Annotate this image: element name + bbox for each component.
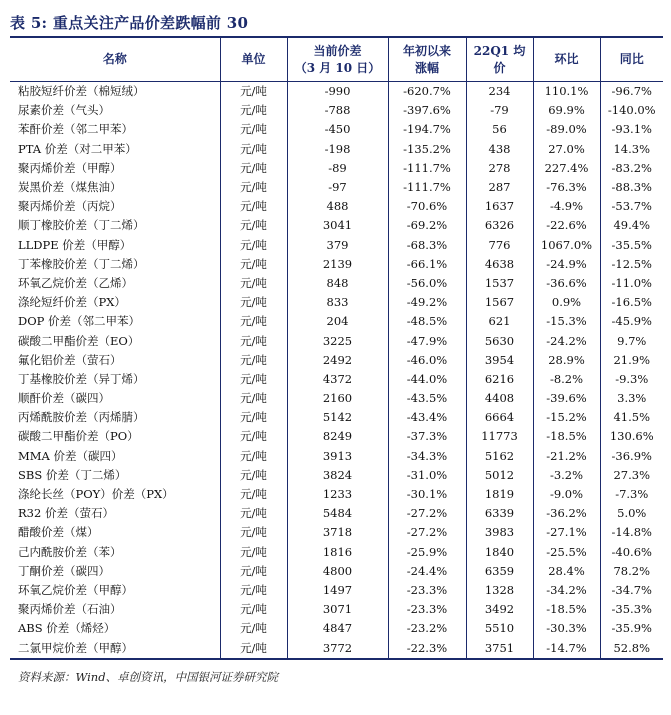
cell-mom: -36.2% bbox=[533, 504, 600, 523]
cell-name: 碳酸二甲酯价差（EO） bbox=[10, 331, 220, 350]
cell-current-spread: 5484 bbox=[287, 504, 388, 523]
cell-ytd-change: -135.2% bbox=[388, 140, 466, 159]
cell-current-spread: -89 bbox=[287, 159, 388, 178]
cell-yoy: -83.2% bbox=[611, 160, 652, 175]
cell-ytd-change: -23.3% bbox=[388, 600, 466, 619]
cell-yoy: 41.5% bbox=[613, 410, 651, 425]
cell-mom: -14.7% bbox=[533, 638, 600, 658]
cell-name: 环氧乙烷价差（乙烯） bbox=[10, 274, 220, 293]
cell-q1-average: 287 bbox=[466, 178, 533, 197]
table-row bbox=[10, 619, 663, 638]
cell-q1-average: 1819 bbox=[466, 485, 533, 504]
cell-unit: 元/吨 bbox=[220, 638, 287, 658]
table-row bbox=[10, 562, 663, 581]
cell-ytd-change: -43.4% bbox=[388, 408, 466, 427]
cell-q1-average: 3983 bbox=[466, 523, 533, 542]
cell-unit: 元/吨 bbox=[220, 600, 287, 619]
cell-ytd-change: -30.1% bbox=[388, 485, 466, 504]
cell-ytd-change: -24.4% bbox=[388, 562, 466, 581]
cell-q1-average: 234 bbox=[466, 82, 533, 102]
cell-name: R32 价差（萤石） bbox=[10, 504, 220, 523]
table-row bbox=[10, 140, 663, 159]
cell-yoy: 21.9% bbox=[613, 352, 651, 367]
table-row bbox=[10, 600, 663, 619]
cell-current-spread: 833 bbox=[287, 293, 388, 312]
cell-name: 丙烯酰胺价差（丙烯腈） bbox=[10, 408, 220, 427]
header-current-spread bbox=[287, 38, 388, 82]
cell-current-spread: 1233 bbox=[287, 485, 388, 504]
cell-unit: 元/吨 bbox=[220, 543, 287, 562]
cell-name: SBS 价差（丁二烯） bbox=[10, 466, 220, 485]
cell-name: ABS 价差（烯烃） bbox=[10, 619, 220, 638]
cell-mom: -8.2% bbox=[533, 370, 600, 389]
cell-ytd-change: -27.2% bbox=[388, 523, 466, 542]
cell-current-spread: -97 bbox=[287, 178, 388, 197]
cell-mom: 110.1% bbox=[533, 82, 600, 102]
cell-q1-average: 776 bbox=[466, 236, 533, 255]
cell-ytd-change: -44.0% bbox=[388, 370, 466, 389]
cell-ytd-change: -23.3% bbox=[388, 581, 466, 600]
cell-current-spread: 4847 bbox=[287, 619, 388, 638]
cell-current-spread: -990 bbox=[287, 82, 388, 102]
cell-name: 聚丙烯价差（丙烷） bbox=[10, 197, 220, 216]
cell-yoy: -35.5% bbox=[611, 237, 652, 252]
cell-current-spread: 848 bbox=[287, 274, 388, 293]
cell-q1-average: 1840 bbox=[466, 543, 533, 562]
cell-ytd-change: -43.5% bbox=[388, 389, 466, 408]
cell-ytd-change: -620.7% bbox=[388, 82, 466, 102]
cell-unit: 元/吨 bbox=[220, 351, 287, 370]
cell-ytd-change: -31.0% bbox=[388, 466, 466, 485]
table-row bbox=[10, 523, 663, 542]
cell-name: 聚丙烯价差（甲醇） bbox=[10, 159, 220, 178]
cell-current-spread: 3824 bbox=[287, 466, 388, 485]
cell-yoy: -35.3% bbox=[611, 602, 652, 617]
cell-mom: -3.2% bbox=[533, 466, 600, 485]
cell-current-spread: -198 bbox=[287, 140, 388, 159]
cell-name: DOP 价差（邻二甲苯） bbox=[10, 312, 220, 331]
cell-q1-average: 5510 bbox=[466, 619, 533, 638]
cell-q1-average: 56 bbox=[466, 120, 533, 139]
cell-name: 丁苯橡胶价差（丁二烯） bbox=[10, 255, 220, 274]
cell-yoy: -36.9% bbox=[611, 448, 652, 463]
cell-q1-average: 278 bbox=[466, 159, 533, 178]
cell-q1-average: 6664 bbox=[466, 408, 533, 427]
cell-ytd-change: -70.6% bbox=[388, 197, 466, 216]
cell-current-spread: -450 bbox=[287, 120, 388, 139]
cell-unit: 元/吨 bbox=[220, 274, 287, 293]
cell-unit: 元/吨 bbox=[220, 197, 287, 216]
cell-mom: 27.0% bbox=[533, 140, 600, 159]
cell-q1-average: 5630 bbox=[466, 331, 533, 350]
table-title: 表 5: 重点关注产品价差跌幅前 30 bbox=[10, 14, 249, 32]
cell-unit: 元/吨 bbox=[220, 427, 287, 446]
cell-unit: 元/吨 bbox=[220, 293, 287, 312]
cell-yoy: -12.5% bbox=[611, 256, 652, 271]
cell-name: 尿素价差（气头） bbox=[10, 101, 220, 120]
cell-ytd-change: -46.0% bbox=[388, 351, 466, 370]
cell-unit: 元/吨 bbox=[220, 619, 287, 638]
cell-yoy: -14.8% bbox=[611, 525, 652, 540]
table-row bbox=[10, 331, 663, 350]
cell-yoy: -7.3% bbox=[615, 487, 649, 502]
cell-unit: 元/吨 bbox=[220, 331, 287, 350]
table-row bbox=[10, 82, 663, 102]
table-row bbox=[10, 178, 663, 197]
cell-name: 顺丁橡胶价差（丁二烯） bbox=[10, 216, 220, 235]
cell-ytd-change: -397.6% bbox=[388, 101, 466, 120]
cell-current-spread: 204 bbox=[287, 312, 388, 331]
cell-ytd-change: -194.7% bbox=[388, 120, 466, 139]
cell-current-spread: 2139 bbox=[287, 255, 388, 274]
cell-current-spread: 4800 bbox=[287, 562, 388, 581]
cell-q1-average: 4638 bbox=[466, 255, 533, 274]
cell-q1-average: 1637 bbox=[466, 197, 533, 216]
cell-mom: -36.6% bbox=[533, 274, 600, 293]
cell-yoy: -88.3% bbox=[611, 180, 652, 195]
table-row bbox=[10, 120, 663, 139]
cell-mom: 69.9% bbox=[533, 101, 600, 120]
header-ytd-line2: 涨幅 bbox=[414, 60, 439, 75]
cell-name: 顺酐价差（碳四） bbox=[10, 389, 220, 408]
cell-yoy: 14.3% bbox=[613, 141, 651, 156]
cell-unit: 元/吨 bbox=[220, 389, 287, 408]
cell-name: LLDPE 价差（甲醇） bbox=[10, 236, 220, 255]
cell-unit: 元/吨 bbox=[220, 178, 287, 197]
cell-yoy: 130.6% bbox=[609, 429, 654, 444]
cell-q1-average: 5162 bbox=[466, 447, 533, 466]
cell-current-spread: -788 bbox=[287, 101, 388, 120]
header-ytd-change bbox=[388, 38, 466, 82]
cell-mom: -15.2% bbox=[533, 408, 600, 427]
table-row bbox=[10, 370, 663, 389]
cell-unit: 元/吨 bbox=[220, 236, 287, 255]
header-unit: 单位 bbox=[220, 38, 287, 82]
cell-q1-average: 4408 bbox=[466, 389, 533, 408]
cell-name: 醋酸价差（煤） bbox=[10, 523, 220, 542]
cell-unit: 元/吨 bbox=[220, 216, 287, 235]
cell-q1-average: 5012 bbox=[466, 466, 533, 485]
cell-yoy: -45.9% bbox=[611, 314, 652, 329]
cell-ytd-change: -68.3% bbox=[388, 236, 466, 255]
table-row bbox=[10, 543, 663, 562]
cell-current-spread: 1497 bbox=[287, 581, 388, 600]
cell-ytd-change: -47.9% bbox=[388, 331, 466, 350]
cell-yoy: 5.0% bbox=[617, 506, 647, 521]
cell-current-spread: 3071 bbox=[287, 600, 388, 619]
cell-ytd-change: -25.9% bbox=[388, 543, 466, 562]
cell-q1-average: 6326 bbox=[466, 216, 533, 235]
cell-unit: 元/吨 bbox=[220, 370, 287, 389]
cell-q1-average: 1328 bbox=[466, 581, 533, 600]
cell-name: 二氯甲烷价差（甲醇） bbox=[10, 638, 220, 658]
cell-ytd-change: -48.5% bbox=[388, 312, 466, 331]
cell-unit: 元/吨 bbox=[220, 101, 287, 120]
cell-current-spread: 3772 bbox=[287, 638, 388, 658]
table-row bbox=[10, 638, 663, 658]
cell-yoy: -9.3% bbox=[615, 371, 649, 386]
cell-mom: -21.2% bbox=[533, 447, 600, 466]
cell-ytd-change: -27.2% bbox=[388, 504, 466, 523]
cell-unit: 元/吨 bbox=[220, 581, 287, 600]
cell-current-spread: 3718 bbox=[287, 523, 388, 542]
cell-name: MMA 价差（碳四） bbox=[10, 447, 220, 466]
cell-current-spread: 1816 bbox=[287, 543, 388, 562]
header-ytd-line1: 年初以来 bbox=[402, 43, 451, 58]
table-row bbox=[10, 408, 663, 427]
cell-mom: -18.5% bbox=[533, 427, 600, 446]
cell-yoy: 52.8% bbox=[600, 638, 663, 658]
cell-current-spread: 3913 bbox=[287, 447, 388, 466]
cell-mom: 28.9% bbox=[533, 351, 600, 370]
cell-mom: 1067.0% bbox=[533, 236, 600, 255]
table-row bbox=[10, 236, 663, 255]
table-row bbox=[10, 427, 663, 446]
cell-mom: -76.3% bbox=[533, 178, 600, 197]
cell-ytd-change: -56.0% bbox=[388, 274, 466, 293]
cell-ytd-change: -23.2% bbox=[388, 619, 466, 638]
header-name: 名称 bbox=[10, 38, 220, 82]
table-body bbox=[10, 82, 663, 659]
cell-unit: 元/吨 bbox=[220, 485, 287, 504]
cell-yoy: -96.7% bbox=[611, 84, 652, 99]
cell-ytd-change: -49.2% bbox=[388, 293, 466, 312]
cell-mom: -9.0% bbox=[533, 485, 600, 504]
cell-name: 碳酸二甲酯价差（PO） bbox=[10, 427, 220, 446]
cell-ytd-change: -111.7% bbox=[388, 159, 466, 178]
table-row bbox=[10, 255, 663, 274]
cell-name: 聚丙烯价差（石油） bbox=[10, 600, 220, 619]
cell-name: PTA 价差（对二甲苯） bbox=[10, 140, 220, 159]
cell-mom: -30.3% bbox=[533, 619, 600, 638]
cell-name: 氟化铝价差（萤石） bbox=[10, 351, 220, 370]
cell-q1-average: -79 bbox=[466, 101, 533, 120]
header-q1-average bbox=[466, 38, 533, 82]
cell-q1-average: 6339 bbox=[466, 504, 533, 523]
cell-name: 苯酐价差（邻二甲苯） bbox=[10, 120, 220, 139]
cell-yoy: -140.0% bbox=[607, 103, 656, 118]
cell-mom: -18.5% bbox=[533, 600, 600, 619]
cell-mom: -89.0% bbox=[533, 120, 600, 139]
cell-q1-average: 11773 bbox=[466, 427, 533, 446]
cell-current-spread: 488 bbox=[287, 197, 388, 216]
cell-mom: -25.5% bbox=[533, 543, 600, 562]
cell-yoy: -40.6% bbox=[611, 544, 652, 559]
cell-yoy: -11.0% bbox=[611, 275, 652, 290]
cell-yoy: -53.7% bbox=[611, 199, 652, 214]
cell-mom: -27.1% bbox=[533, 523, 600, 542]
cell-mom: 28.4% bbox=[533, 562, 600, 581]
cell-q1-average: 3492 bbox=[466, 600, 533, 619]
cell-q1-average: 621 bbox=[466, 312, 533, 331]
cell-current-spread: 2492 bbox=[287, 351, 388, 370]
cell-ytd-change: -34.3% bbox=[388, 447, 466, 466]
cell-name: 粘胶短纤价差（棉短绒） bbox=[10, 82, 220, 102]
table-row bbox=[10, 293, 663, 312]
cell-unit: 元/吨 bbox=[220, 504, 287, 523]
cell-mom: -24.9% bbox=[533, 255, 600, 274]
cell-unit: 元/吨 bbox=[220, 120, 287, 139]
cell-mom: -39.6% bbox=[533, 389, 600, 408]
cell-current-spread: 379 bbox=[287, 236, 388, 255]
cell-q1-average: 1537 bbox=[466, 274, 533, 293]
header-avg-line1: 22Q1 均 bbox=[473, 43, 526, 58]
table-row bbox=[10, 389, 663, 408]
cell-yoy: 3.3% bbox=[617, 391, 647, 406]
cell-q1-average: 3954 bbox=[466, 351, 533, 370]
cell-yoy: 9.7% bbox=[617, 333, 647, 348]
table-row bbox=[10, 447, 663, 466]
header-row bbox=[10, 38, 663, 82]
cell-yoy: -35.9% bbox=[611, 621, 652, 636]
table-row bbox=[10, 216, 663, 235]
cell-unit: 元/吨 bbox=[220, 255, 287, 274]
cell-q1-average: 6216 bbox=[466, 370, 533, 389]
table-row bbox=[10, 101, 663, 120]
cell-ytd-change: -22.3% bbox=[388, 638, 466, 658]
cell-yoy: 49.4% bbox=[613, 218, 651, 233]
spread-table bbox=[10, 38, 663, 660]
table-row bbox=[10, 312, 663, 331]
cell-current-spread: 8249 bbox=[287, 427, 388, 446]
cell-q1-average: 6359 bbox=[466, 562, 533, 581]
cell-mom: -22.6% bbox=[533, 216, 600, 235]
header-current-spread-line1: 当前价差 bbox=[313, 43, 362, 58]
table-row bbox=[10, 351, 663, 370]
cell-unit: 元/吨 bbox=[220, 140, 287, 159]
table-row bbox=[10, 581, 663, 600]
cell-q1-average: 1567 bbox=[466, 293, 533, 312]
cell-yoy: 27.3% bbox=[613, 467, 651, 482]
cell-yoy: -16.5% bbox=[611, 295, 652, 310]
cell-yoy: -93.1% bbox=[611, 122, 652, 137]
cell-unit: 元/吨 bbox=[220, 523, 287, 542]
cell-name: 涤纶长丝（POY）价差（PX） bbox=[10, 485, 220, 504]
cell-unit: 元/吨 bbox=[220, 466, 287, 485]
cell-name: 涤纶短纤价差（PX） bbox=[10, 293, 220, 312]
cell-name: 己内酰胺价差（苯） bbox=[10, 543, 220, 562]
cell-unit: 元/吨 bbox=[220, 312, 287, 331]
cell-current-spread: 3041 bbox=[287, 216, 388, 235]
cell-unit: 元/吨 bbox=[220, 562, 287, 581]
table-row bbox=[10, 466, 663, 485]
table-row bbox=[10, 197, 663, 216]
table-row bbox=[10, 485, 663, 504]
cell-yoy: -34.7% bbox=[611, 582, 652, 597]
cell-ytd-change: -66.1% bbox=[388, 255, 466, 274]
cell-name: 丁基橡胶价差（异丁烯） bbox=[10, 370, 220, 389]
cell-ytd-change: -111.7% bbox=[388, 178, 466, 197]
cell-unit: 元/吨 bbox=[220, 159, 287, 178]
header-yoy: 同比 bbox=[600, 38, 663, 82]
table-row bbox=[10, 159, 663, 178]
header-current-spread-line2: （3 月 10 日） bbox=[294, 60, 381, 75]
cell-q1-average: 438 bbox=[466, 140, 533, 159]
cell-name: 丁酮价差（碳四） bbox=[10, 562, 220, 581]
cell-q1-average: 3751 bbox=[466, 638, 533, 658]
cell-current-spread: 5142 bbox=[287, 408, 388, 427]
cell-mom: -4.9% bbox=[533, 197, 600, 216]
cell-yoy: 78.2% bbox=[613, 563, 651, 578]
cell-current-spread: 2160 bbox=[287, 389, 388, 408]
table-row bbox=[10, 504, 663, 523]
cell-ytd-change: -69.2% bbox=[388, 216, 466, 235]
cell-mom: -24.2% bbox=[533, 331, 600, 350]
cell-mom: -15.3% bbox=[533, 312, 600, 331]
cell-mom: 227.4% bbox=[533, 159, 600, 178]
cell-unit: 元/吨 bbox=[220, 447, 287, 466]
cell-ytd-change: -37.3% bbox=[388, 427, 466, 446]
cell-name: 炭黑价差（煤焦油） bbox=[10, 178, 220, 197]
cell-current-spread: 3225 bbox=[287, 331, 388, 350]
header-mom: 环比 bbox=[533, 38, 600, 82]
cell-mom: 0.9% bbox=[533, 293, 600, 312]
source-note: 资料来源：Wind、卓创资讯，中国银河证券研究院 bbox=[18, 670, 279, 684]
cell-name: 环氧乙烷价差（甲醇） bbox=[10, 581, 220, 600]
table-row bbox=[10, 274, 663, 293]
cell-unit: 元/吨 bbox=[220, 82, 287, 102]
cell-mom: -34.2% bbox=[533, 581, 600, 600]
cell-current-spread: 4372 bbox=[287, 370, 388, 389]
header-avg-line2: 价 bbox=[493, 60, 506, 75]
cell-unit: 元/吨 bbox=[220, 408, 287, 427]
